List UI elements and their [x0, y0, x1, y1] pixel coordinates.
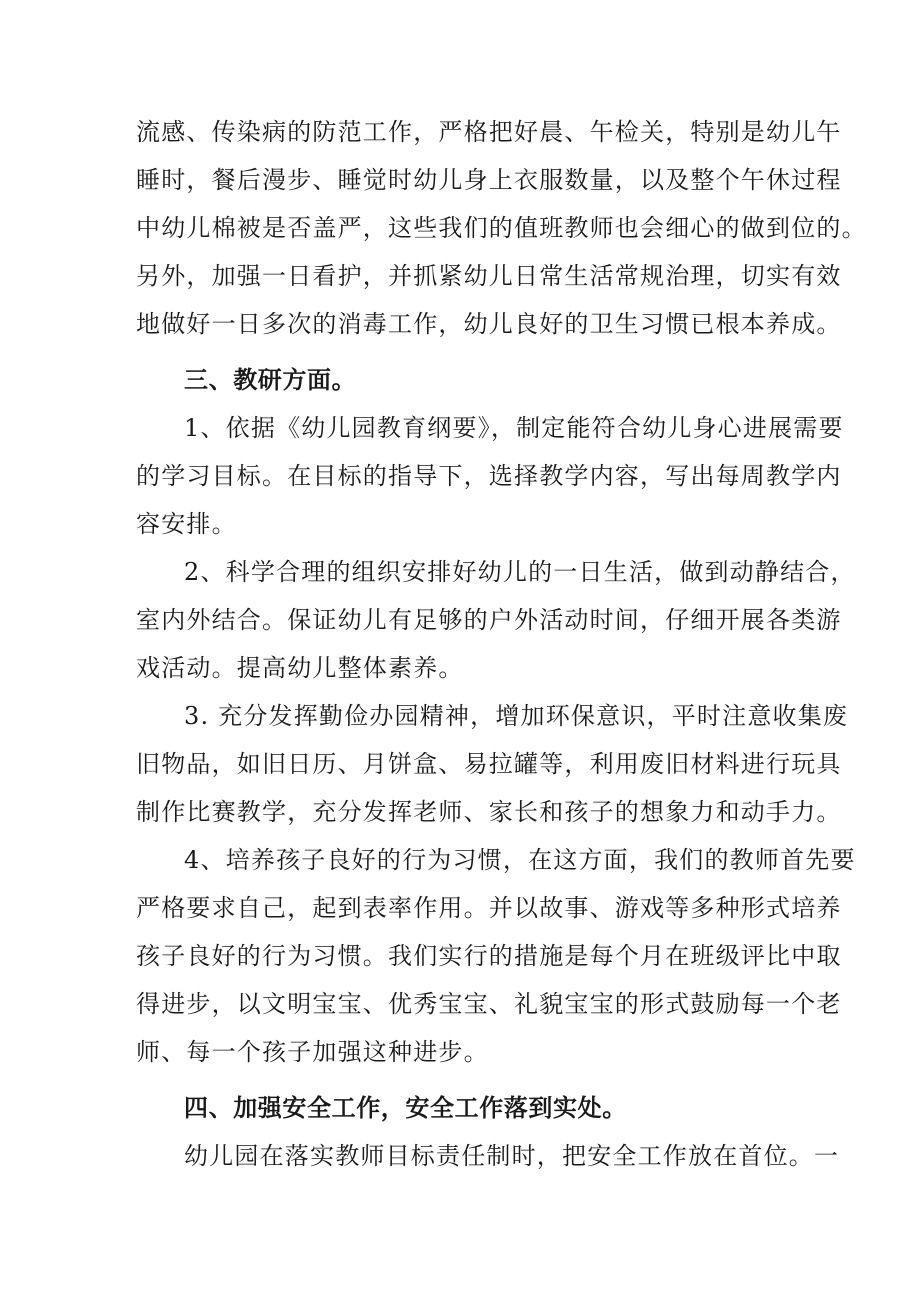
paragraph-line: 容安排。 [136, 510, 237, 538]
paragraph-line: 1、依据《幼儿园教育纲要》，制定能符合幼儿身心进展需要 [184, 414, 844, 442]
paragraph-line: 幼儿园在落实教师目标责任制时，把安全工作放在首位。一 [184, 1142, 840, 1170]
paragraph-line: 制作比赛教学，充分发挥老师、家长和孩子的想象力和动手力。 [136, 798, 842, 826]
paragraph-line: 室内外结合。保证幼儿有足够的户外活动时间，仔细开展各类游 [136, 606, 842, 634]
paragraph-line: 3. 充分发挥勤俭办园精神，增加环保意识，平时注意收集废 [184, 702, 849, 730]
paragraph-line: 流感、传染病的防范工作，严格把好晨、午检关，特别是幼儿午 [136, 118, 842, 146]
paragraph-line: 严格要求自己，起到表率作用。并以故事、游戏等多种形式培养 [136, 894, 842, 922]
paragraph-line: 师、每一个孩子加强这种进步。 [136, 1038, 489, 1066]
paragraph-line: 戏活动。提高幼儿整体素养。 [136, 654, 464, 682]
paragraph-line: 中幼儿棉被是否盖严，这些我们的值班教师也会细心的做到位的。 [136, 214, 867, 242]
paragraph-line: 的学习目标。在目标的指导下，选择教学内容，写出每周教学内 [136, 462, 842, 490]
paragraph-line: 2、科学合理的组织安排好幼儿的一日生活，做到动静结合， [184, 558, 856, 586]
paragraph-line: 另外，加强一日看护，并抓紧幼儿日常生活常规治理，切实有效 [136, 262, 842, 290]
section-heading-safety: 四、加强安全工作，安全工作落到实处。 [184, 1094, 627, 1122]
paragraph-line: 地做好一日多次的消毒工作，幼儿良好的卫生习惯已根本养成。 [136, 310, 842, 338]
paragraph-line: 得进步，以文明宝宝、优秀宝宝、礼貌宝宝的形式鼓励每一个老 [136, 990, 842, 1018]
paragraph-line: 睡时，餐后漫步、睡觉时幼儿身上衣服数量，以及整个午休过程 [136, 166, 842, 194]
paragraph-line: 孩子良好的行为习惯。我们实行的措施是每个月在班级评比中取 [136, 942, 842, 970]
paragraph-line: 旧物品，如旧日历、月饼盒、易拉罐等，利用废旧材料进行玩具 [136, 750, 842, 778]
section-heading-research: 三、教研方面。 [184, 366, 357, 394]
paragraph-line: 4、培养孩子良好的行为习惯，在这方面，我们的教师首先要 [184, 846, 856, 874]
